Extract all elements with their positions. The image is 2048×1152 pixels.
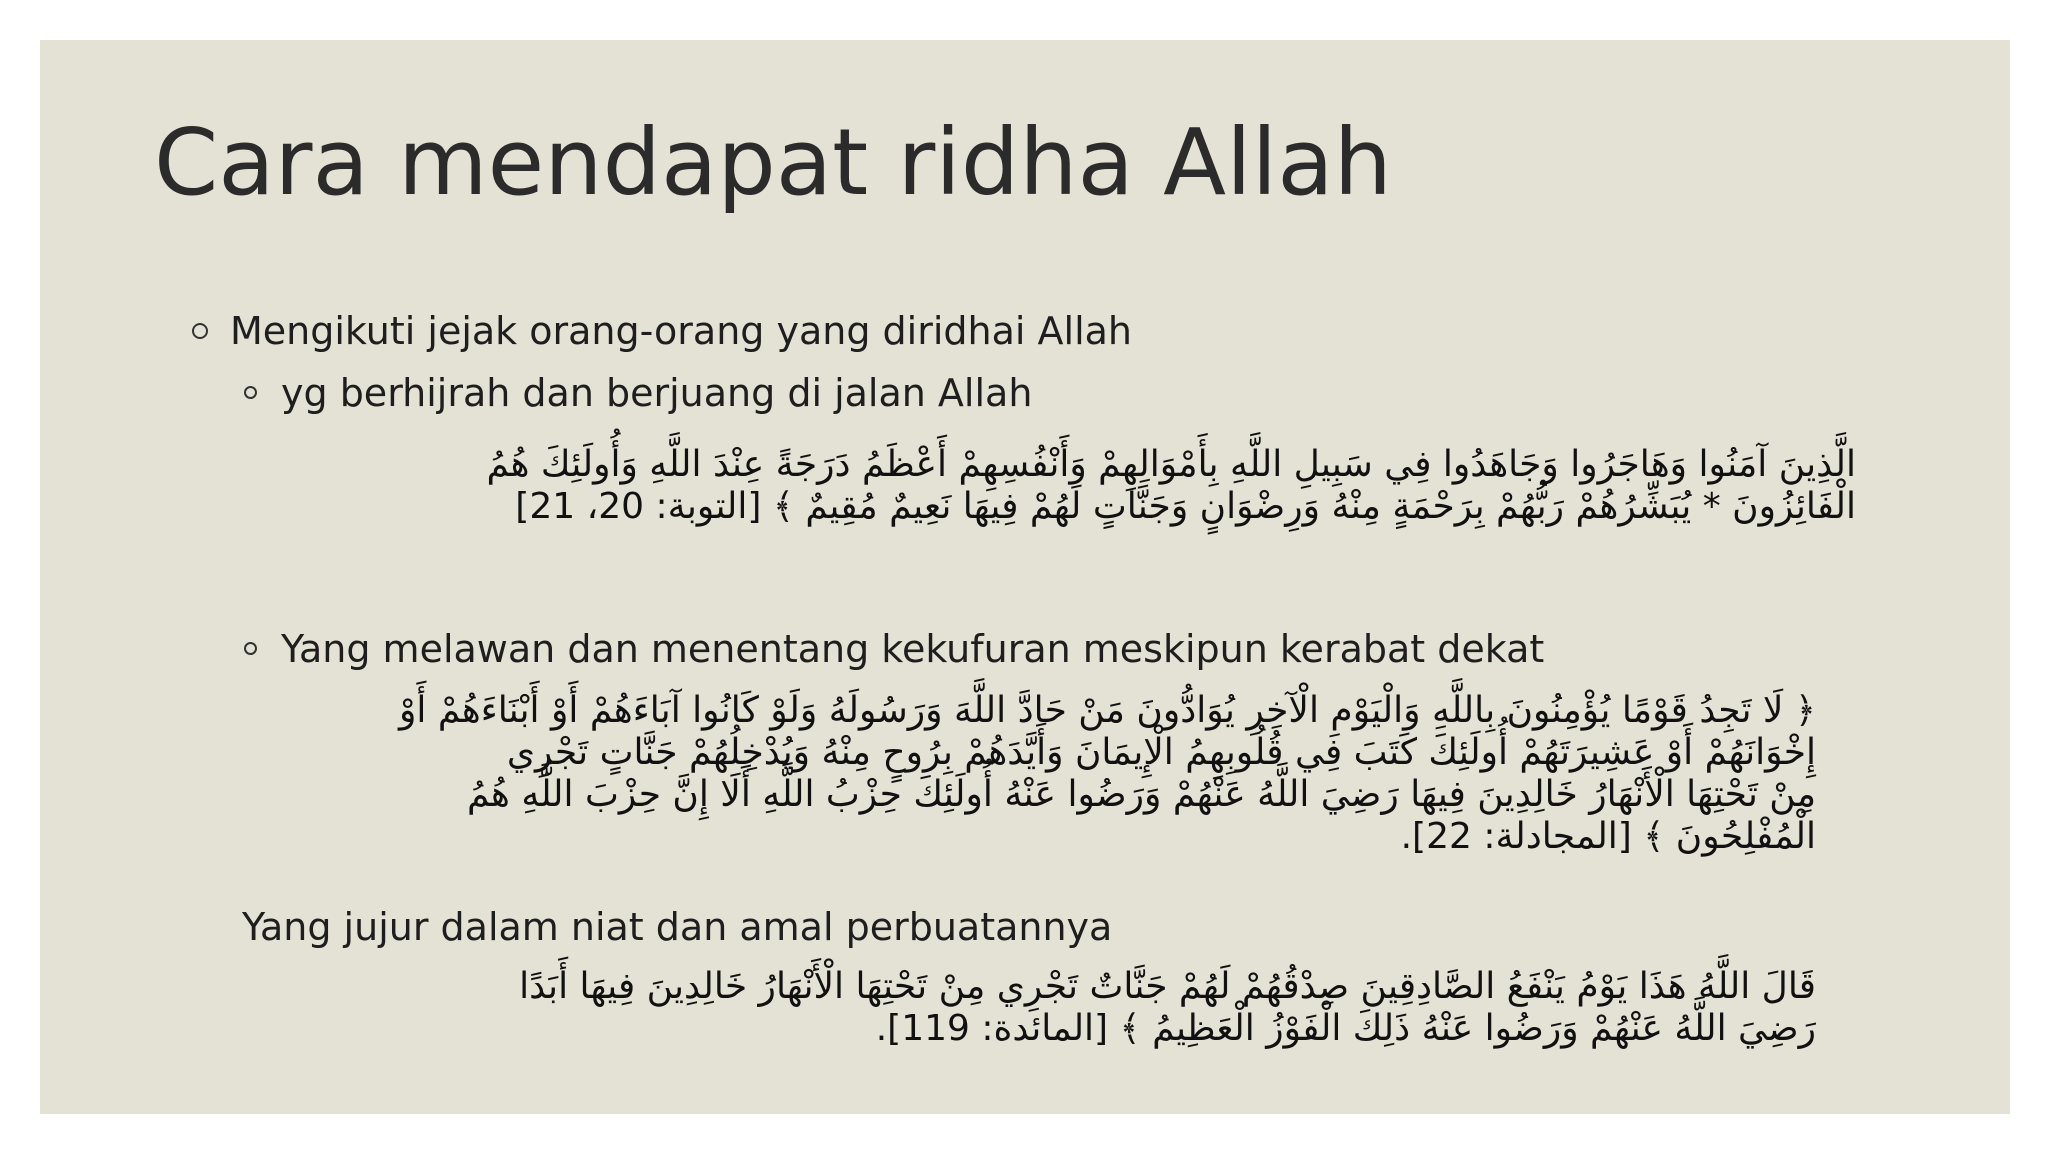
- sub-bullet-text: Yang melawan dan menentang kekufuran meskipun kerabat dekat: [281, 627, 1545, 671]
- verse-line: الَّذِينَ آمَنُوا وَهَاجَرُوا وَجَاهَدُوا فِي سَبِيلِ اللَّهِ بِأَمْوَالِهِمْ وَأَنْفُسِهِمْ أَعْظَمُ دَرَجَةً عِنْدَ اللَّهِ وَأُولَئِكَ هُمُ: [486, 444, 1856, 485]
- slide-title: Cara mendapat ridha Allah: [154, 109, 1392, 216]
- verse-line: قَالَ اللَّهُ هَذَا يَوْمُ يَنْفَعُ الصَّادِقِينَ صِدْقُهُمْ لَهُمْ جَنَّاتٌ تَجْرِي مِنْ تَحْتِهَا الْأَنْهَارُ خَالِدِينَ فِيهَا أَبَدًا: [519, 966, 1816, 1007]
- verse-line: الْمُفْلِحُونَ ﴾ [المجادلة: 22].: [1400, 816, 1816, 857]
- sub-bullet-hijrah: [244, 370, 1032, 416]
- sub-heading-honest: Yang jujur dalam niat dan amal perbuatannya: [242, 905, 1113, 949]
- circle-bullet-icon: [192, 323, 208, 339]
- verse-line: رَضِيَ اللَّهُ عَنْهُمْ وَرَضُوا عَنْهُ ذَلِكَ الْفَوْزُ الْعَظِيمُ ﴾ [المائدة: 119].: [875, 1008, 1816, 1049]
- verse-at-tawbah: [200, 444, 1856, 528]
- verse-line: ﴿ لَا تَجِدُ قَوْمًا يُؤْمِنُونَ بِاللَّهِ وَالْيَوْمِ الْآخِرِ يُوَادُّونَ مَنْ حَادَّ اللَّهَ وَرَسُولَهُ وَلَوْ كَانُوا آبَاءَهُمْ أَوْ أَبْنَاءَهُمْ أَوْ: [399, 690, 1816, 731]
- verse-line: مِنْ تَحْتِهَا الْأَنْهَارُ خَالِدِينَ فِيهَا رَضِيَ اللَّهُ عَنْهُمْ وَرَضُوا عَنْهُ أُولَئِكَ حِزْبُ اللَّهِ أَلَا إِنَّ حِزْبَ اللَّهِ هُمُ: [466, 774, 1816, 815]
- circle-bullet-icon: [244, 386, 257, 399]
- bullet-text: Mengikuti jejak orang-orang yang diridhai Allah: [230, 309, 1132, 353]
- verse-al-maidah: [260, 966, 1816, 1050]
- verse-line: الْفَائِزُونَ * يُبَشِّرُهُمْ رَبُّهُمْ بِرَحْمَةٍ مِنْهُ وَرِضْوَانٍ وَجَنَّاتٍ لَهُمْ فِيهَا نَعِيمٌ مُقِيمٌ ﴾ [التوبة: 20، 21]: [515, 486, 1856, 527]
- bullet-item-follow-righteous: [192, 308, 1132, 354]
- sub-bullet-oppose-kufr: [244, 626, 1544, 672]
- verse-line: إِخْوَانَهُمْ أَوْ عَشِيرَتَهُمْ أُولَئِكَ كَتَبَ فِي قُلُوبِهِمُ الْإِيمَانَ وَأَيَّدَهُمْ بِرُوحٍ مِنْهُ وَيُدْخِلُهُمْ جَنَّاتٍ تَجْرِي: [506, 732, 1816, 773]
- circle-bullet-icon: [244, 642, 257, 655]
- sub-bullet-text: yg berhijrah dan berjuang di jalan Allah: [281, 371, 1033, 415]
- verse-al-mujadila: [180, 690, 1816, 858]
